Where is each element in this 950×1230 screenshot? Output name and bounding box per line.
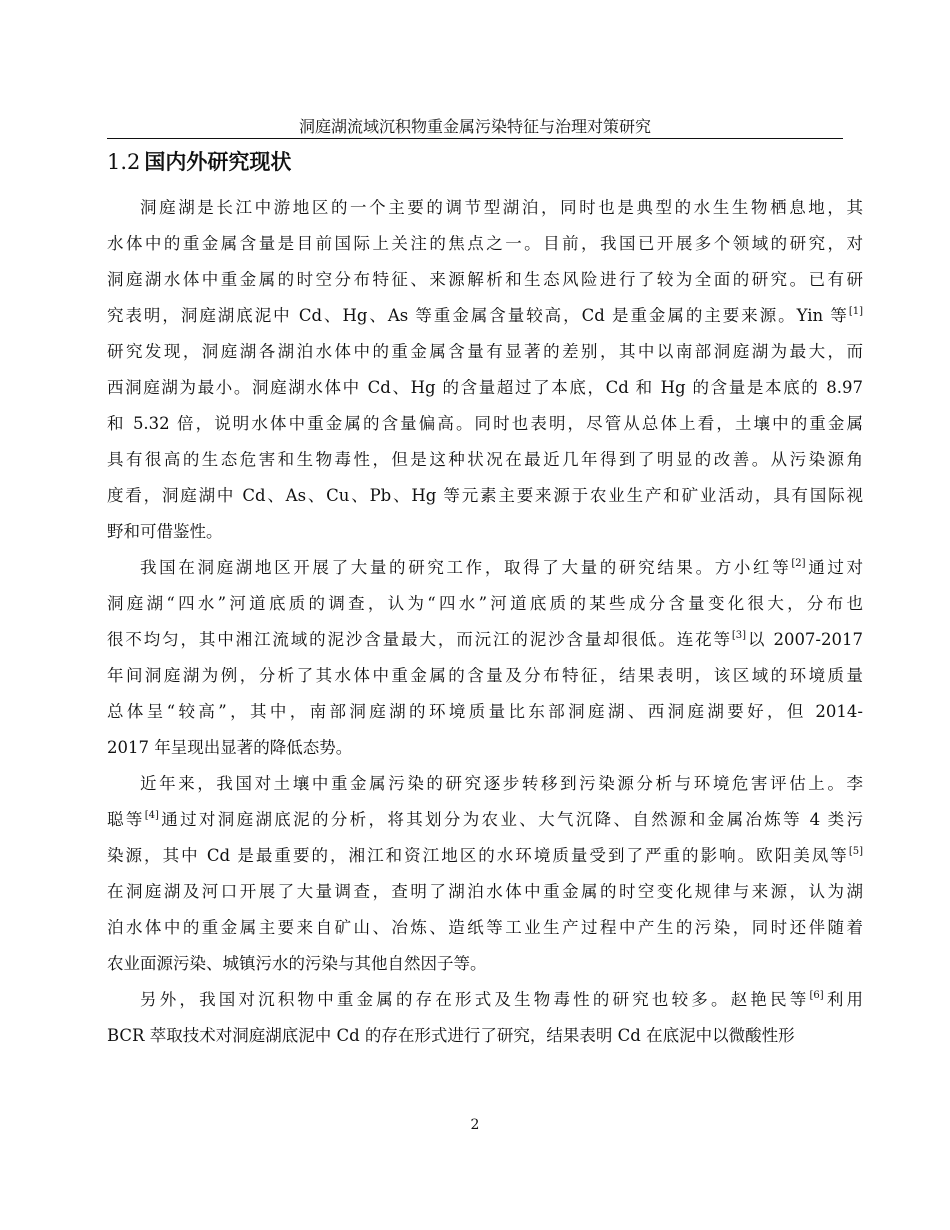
section-number: 1.2 — [107, 150, 141, 174]
text-line — [107, 946, 863, 982]
text-line — [107, 442, 863, 478]
text-segment: 聪等 — [107, 810, 145, 829]
text-segment: 究表明，洞庭湖底泥中 Cd、Hg、As 等重金属含量较高，Cd 是重金属的主要来源。Yin 等 — [107, 306, 849, 325]
text-line — [107, 910, 863, 946]
text-segment: 以 2007-2017 — [746, 630, 863, 649]
text-segment: 总体呈“较高”，其中，南部洞庭湖的环境质量比东部洞庭湖、西洞庭湖要好，但 2014- — [107, 702, 863, 721]
text-segment: 利用 — [823, 990, 863, 1009]
body-text — [107, 190, 863, 1054]
section-heading — [107, 148, 291, 176]
text-line — [107, 838, 863, 874]
text-segment: 通过对 — [805, 558, 863, 577]
text-line — [107, 802, 863, 838]
text-line — [107, 334, 863, 370]
text-line — [107, 1018, 863, 1054]
header-rule — [107, 138, 843, 139]
text-segment: 我国在洞庭湖地区开展了大量的研究工作，取得了大量的研究结果。方小红等 — [140, 558, 792, 577]
text-segment: 年间洞庭湖为例，分析了其水体中重金属的含量及分布特征，结果表明，该区域的环境质量 — [107, 666, 863, 685]
text-segment: 通过对洞庭湖底泥的分析，将其划分为农业、大气沉降、自然源和金属冶炼等 4 类污 — [158, 810, 863, 829]
text-line — [107, 658, 863, 694]
text-line — [107, 550, 863, 586]
citation-marker: [3] — [731, 630, 747, 641]
paragraph — [107, 766, 863, 982]
citation-marker: [5] — [848, 846, 863, 857]
text-line — [107, 586, 863, 622]
text-segment: 近年来，我国对土壤中重金属污染的研究逐步转移到污染源分析与环境危害评估上。李 — [140, 774, 863, 793]
text-segment: 度看，洞庭湖中 Cd、As、Cu、Pb、Hg 等元素主要来源于农业生产和矿业活动，具有国际视 — [107, 486, 863, 505]
citation-marker: [4] — [144, 810, 159, 821]
text-segment: 野和可借鉴性。 — [107, 522, 223, 541]
text-segment: 在洞庭湖及河口开展了大量调查，查明了湖泊水体中重金属的时空变化规律与来源，认为湖 — [107, 882, 863, 901]
text-segment: 和 5.32 倍，说明水体中重金属的含量偏高。同时也表明，尽管从总体上看，土壤中的重金属 — [107, 414, 863, 433]
text-line — [107, 730, 863, 766]
paragraph — [107, 550, 863, 766]
text-segment: 西洞庭湖为最小。洞庭湖水体中 Cd、Hg 的含量超过了本底，Cd 和 Hg 的含量是本底的 8.97 — [107, 378, 863, 397]
text-segment: 另外，我国对沉积物中重金属的存在形式及生物毒性的研究也较多。赵艳民等 — [140, 990, 810, 1009]
citation-marker: [2] — [791, 558, 806, 569]
text-segment: 2017 年呈现出显著的降低态势。 — [107, 738, 353, 757]
text-line — [107, 190, 863, 226]
text-line — [107, 874, 863, 910]
text-segment: 染源，其中 Cd 是最重要的，湘江和资江地区的水环境质量受到了严重的影响。欧阳美凤等 — [107, 846, 849, 865]
text-segment: 洞庭湖水体中重金属的时空分布特征、来源解析和生态风险进行了较为全面的研究。已有研 — [107, 270, 863, 289]
text-line — [107, 982, 863, 1018]
paragraph — [107, 982, 863, 1054]
text-line — [107, 226, 863, 262]
text-segment: 具有很高的生态危害和生物毒性，但是这种状况在最近几年得到了明显的改善。从污染源角 — [107, 450, 863, 469]
text-segment: 研究发现，洞庭湖各湖泊水体中的重金属含量有显著的差别，其中以南部洞庭湖为最大，而 — [107, 342, 863, 361]
text-segment: 农业面源污染、城镇污水的污染与其他自然因子等。 — [107, 954, 487, 973]
text-line — [107, 766, 863, 802]
citation-marker: [6] — [809, 990, 824, 1001]
text-line — [107, 478, 863, 514]
paragraph — [107, 190, 863, 550]
text-line — [107, 514, 863, 550]
text-segment: 水体中的重金属含量是目前国际上关注的焦点之一。目前，我国已开展多个领域的研究，对 — [107, 234, 863, 253]
page-number: 2 — [470, 1117, 480, 1133]
citation-marker: [1] — [848, 306, 863, 317]
text-line — [107, 406, 863, 442]
text-segment: 洞庭湖“四水”河道底质的调查，认为“四水”河道底质的某些成分含量变化很大，分布也 — [107, 594, 863, 613]
text-line — [107, 262, 863, 298]
text-line — [107, 298, 863, 334]
running-header: 洞庭湖流域沉积物重金属污染特征与治理对策研究 — [298, 117, 651, 136]
section-title: 国内外研究现状 — [144, 149, 292, 174]
text-line — [107, 694, 863, 730]
text-segment: 洞庭湖是长江中游地区的一个主要的调节型湖泊，同时也是典型的水生生物栖息地，其 — [140, 198, 863, 217]
text-segment: 很不均匀，其中湘江流域的泥沙含量最大，而沅江的泥沙含量却很低。连花等 — [107, 630, 732, 649]
text-segment: 泊水体中的重金属主要来自矿山、冶炼、造纸等工业生产过程中产生的污染，同时还伴随着 — [107, 918, 863, 937]
text-line — [107, 370, 863, 406]
text-line — [107, 622, 863, 658]
text-segment: BCR 萃取技术对洞庭湖底泥中 Cd 的存在形式进行了研究，结果表明 Cd 在底泥中以微酸性形 — [107, 1026, 795, 1045]
